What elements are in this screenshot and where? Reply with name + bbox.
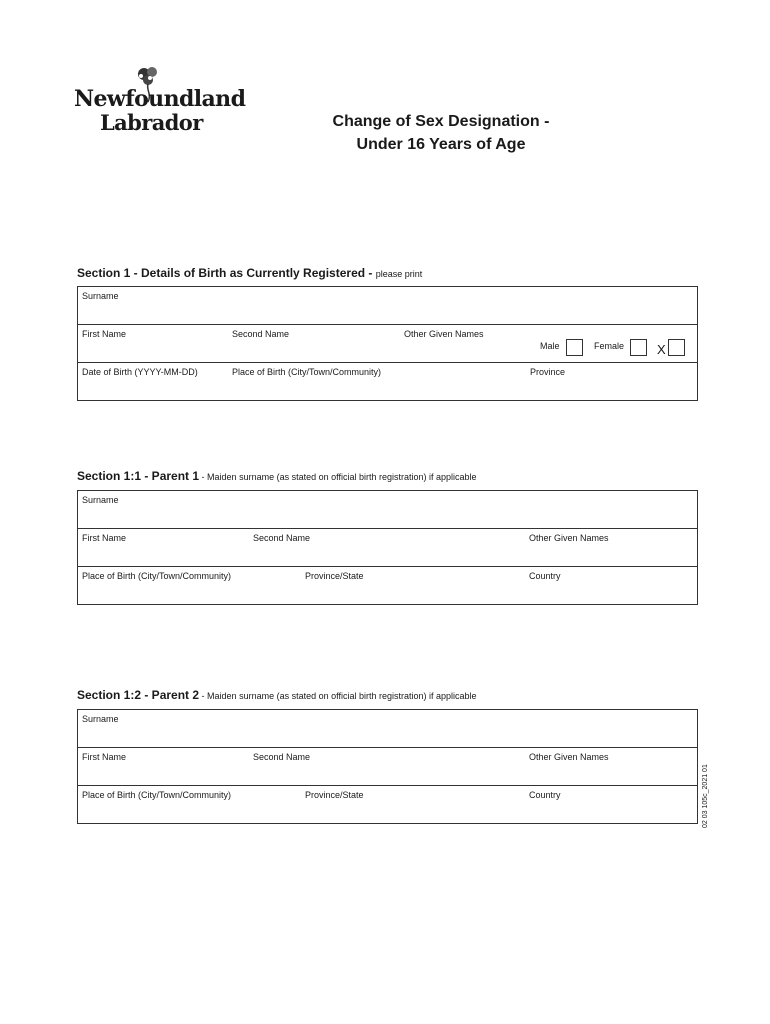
parent2-surname-field[interactable]: [78, 710, 697, 748]
newfoundland-labrador-logo: [74, 64, 246, 140]
section1-surname-label: Surname: [82, 291, 119, 301]
female-label: Female: [594, 341, 625, 351]
section1-note: please print: [375, 269, 423, 279]
parent2-place-of-birth-label[interactable]: Place of Birth (City/Town/Community): [82, 790, 232, 800]
parent1-names-row: [78, 529, 697, 567]
parent1-second-name-label[interactable]: Second Name: [253, 533, 311, 543]
parent1-country-label[interactable]: Country: [529, 571, 561, 581]
section1-place-of-birth-label[interactable]: Place of Birth (City/Town/Community): [232, 367, 382, 377]
parent2-province-state-label[interactable]: Province/State: [305, 790, 364, 800]
section1-other-given-names-label[interactable]: Other Given Names: [404, 329, 484, 339]
parent1-birth-row: [78, 567, 697, 604]
x-checkbox[interactable]: [668, 339, 685, 356]
parent1-surname-field[interactable]: [78, 491, 697, 529]
parent1-surname-label: Surname: [82, 495, 119, 505]
parent2-names-row: [78, 748, 697, 786]
section1-first-name-label[interactable]: First Name: [82, 329, 127, 339]
x-label: X: [657, 342, 666, 357]
parent2-birth-row: [78, 786, 697, 823]
form-title: [300, 110, 582, 156]
parent2-country-label[interactable]: Country: [529, 790, 561, 800]
parent1-province-state-label[interactable]: Province/State: [305, 571, 364, 581]
parent1-note: - Maiden surname (as stated on official birth registration) if applicable: [199, 472, 477, 482]
section1-second-name-label[interactable]: Second Name: [232, 329, 290, 339]
parent1-box: [77, 490, 698, 605]
parent2-heading: [77, 688, 477, 702]
logo-text-line2: Labrador: [100, 110, 203, 135]
section1-date-of-birth-label[interactable]: Date of Birth (YYYY-MM-DD): [82, 367, 198, 377]
logo-text-line1: Newfoundland: [74, 86, 246, 112]
section1-birth-row: [78, 363, 697, 400]
parent1-first-name-label[interactable]: First Name: [82, 533, 127, 543]
parent2-other-given-names-label[interactable]: Other Given Names: [529, 752, 609, 762]
parent2-first-name-label[interactable]: First Name: [82, 752, 127, 762]
male-checkbox[interactable]: [566, 339, 583, 356]
section1-surname-field[interactable]: [78, 287, 697, 325]
male-label: Male: [540, 341, 560, 351]
parent2-surname-label: Surname: [82, 714, 119, 724]
section1-heading: [77, 266, 422, 280]
parent1-place-of-birth-label[interactable]: Place of Birth (City/Town/Community): [82, 571, 232, 581]
section1-province-label[interactable]: Province: [530, 367, 566, 377]
female-checkbox[interactable]: [630, 339, 647, 356]
form-title-line1: Change of Sex Designation -: [332, 113, 550, 130]
parent2-box: [77, 709, 698, 824]
section1-names-row: [78, 325, 697, 363]
parent2-note: - Maiden surname (as stated on official birth registration) if applicable: [199, 691, 477, 701]
parent2-heading-text: Section 1:2 - Parent 2: [77, 688, 200, 702]
form-code: 02 03 105c_2021 01: [702, 764, 709, 828]
section1-box: [77, 286, 698, 401]
form-title-line2: Under 16 Years of Age: [356, 136, 526, 153]
parent2-second-name-label[interactable]: Second Name: [253, 752, 311, 762]
parent1-heading-text: Section 1:1 - Parent 1: [77, 469, 200, 483]
section1-heading-text: Section 1 - Details of Birth as Currently Registered -: [77, 266, 373, 280]
parent1-heading: [77, 469, 477, 483]
parent1-other-given-names-label[interactable]: Other Given Names: [529, 533, 609, 543]
